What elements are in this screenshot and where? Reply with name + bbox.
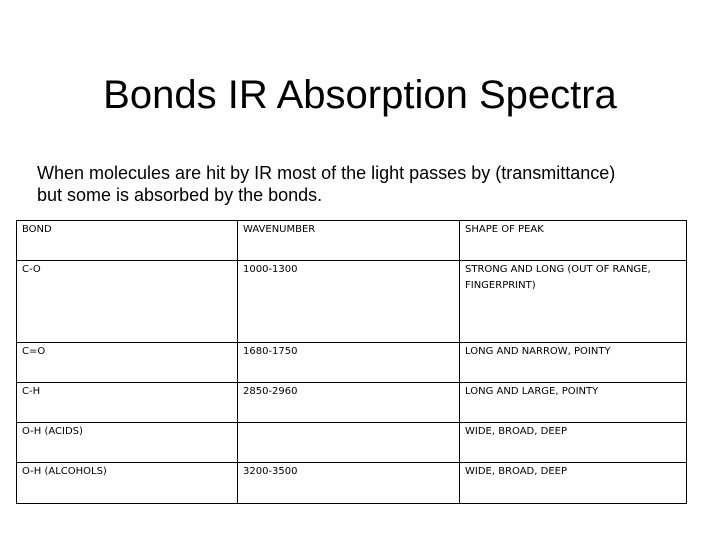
bond-cell: C=O (17, 343, 238, 383)
bond-cell: O-H (ALCOHOLS) (17, 463, 238, 504)
table-row (17, 261, 687, 343)
bond-cell: C-O (17, 261, 238, 343)
shape-cell: LONG AND NARROW, POINTY (460, 343, 687, 383)
table-row (17, 383, 687, 423)
shape-cell (460, 261, 687, 343)
shape-line-2: FINGERPRINT) (465, 280, 536, 291)
header-wavenumber: WAVENUMBER (238, 221, 460, 261)
bond-cell: C-H (17, 383, 238, 423)
intro-line-1: When molecules are hit by IR most of the light passes by (transmittance) (37, 163, 616, 183)
intro-text (37, 162, 697, 206)
wavenumber-cell: 1000-1300 (238, 261, 460, 343)
table-row (17, 343, 687, 383)
wavenumber-cell: 1680-1750 (238, 343, 460, 383)
wavenumber-cell: 3200-3500 (238, 463, 460, 504)
header-shape-of-peak: SHAPE OF PEAK (460, 221, 687, 261)
intro-line-2: but some is absorbed by the bonds. (37, 185, 323, 205)
bond-cell: O-H (ACIDS) (17, 423, 238, 463)
shape-cell: WIDE, BROAD, DEEP (460, 463, 687, 504)
table-header-row (17, 221, 687, 261)
table-row (17, 463, 687, 504)
header-bond: BOND (17, 221, 238, 261)
shape-cell: WIDE, BROAD, DEEP (460, 423, 687, 463)
ir-absorption-table (16, 220, 687, 504)
shape-cell: LONG AND LARGE, POINTY (460, 383, 687, 423)
slide-title: Bonds IR Absorption Spectra (103, 73, 617, 117)
table-row (17, 423, 687, 463)
wavenumber-cell: 2850-2960 (238, 383, 460, 423)
shape-line-1: STRONG AND LONG (OUT OF RANGE, (465, 264, 651, 275)
wavenumber-cell (238, 423, 460, 463)
